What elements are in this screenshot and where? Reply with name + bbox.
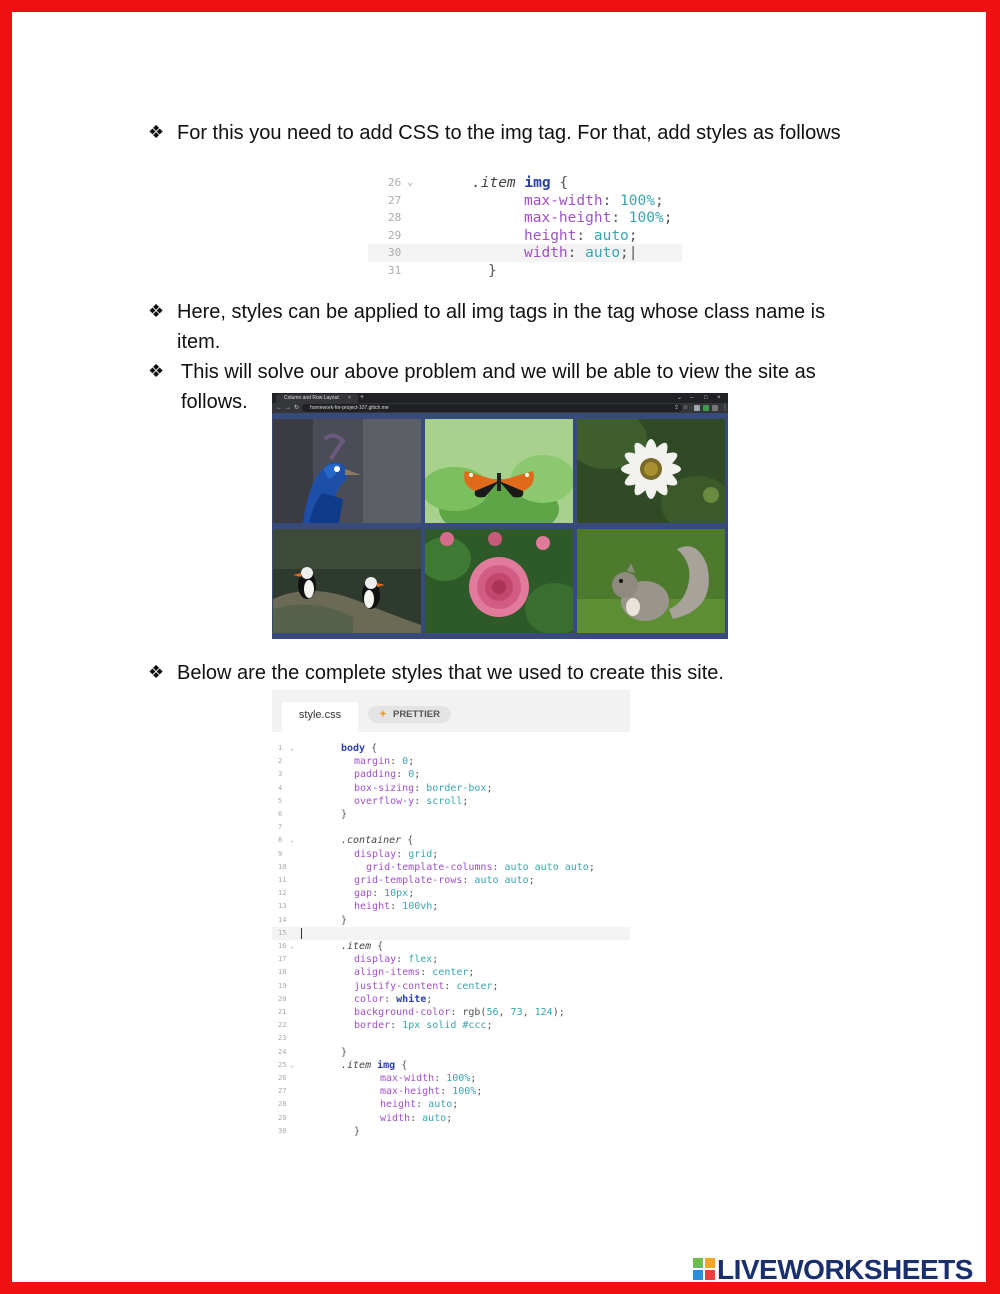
code-token: : — [440, 1086, 453, 1098]
extension-icon — [712, 405, 718, 411]
line-number: 19 — [278, 981, 287, 990]
code-text — [380, 1072, 476, 1085]
code-text — [354, 887, 414, 900]
line-number: 22 — [278, 1021, 287, 1030]
code-token: center — [456, 980, 493, 992]
code-line — [272, 1125, 630, 1138]
diamond-bullet-icon: ❖ — [148, 662, 165, 683]
code-token: grid-template-rows — [354, 875, 463, 886]
code-token: ; — [470, 1073, 477, 1084]
code-token: height — [380, 1099, 417, 1111]
code-token: { — [395, 1059, 408, 1071]
css-editor-screenshot — [272, 690, 630, 1142]
code-text — [380, 1085, 482, 1098]
code-token: width — [524, 245, 568, 261]
line-number: 20 — [278, 994, 287, 1003]
code-token: 100% — [446, 1073, 471, 1084]
code-token: display — [354, 848, 397, 860]
code-token: .item — [341, 1059, 372, 1071]
code-token: } — [354, 1125, 361, 1137]
code-text — [524, 227, 638, 245]
line-number: 31 — [388, 263, 402, 277]
line-number: 18 — [278, 968, 287, 977]
code-line — [368, 262, 682, 280]
code-token: 100% — [452, 1086, 477, 1098]
code-line — [272, 1046, 630, 1059]
tab-style-css — [282, 702, 358, 732]
code-text — [341, 742, 377, 755]
code-line — [272, 966, 630, 979]
browser-tab-strip — [272, 393, 728, 403]
code-token: margin — [354, 756, 391, 768]
code-line — [272, 900, 630, 913]
code-line — [272, 953, 630, 966]
code-token: : — [492, 861, 505, 873]
code-token: ; — [414, 769, 421, 781]
browser-tab — [276, 394, 358, 403]
code-token: 0 — [408, 769, 415, 781]
line-number: 15 — [278, 928, 287, 937]
code-line — [272, 848, 630, 861]
line-number: 9 — [278, 849, 283, 858]
reload-icon: ↻ — [294, 405, 300, 411]
code-line — [272, 1085, 630, 1098]
code-token: border-box — [426, 782, 487, 794]
browser-screenshot — [272, 393, 728, 639]
code-line — [272, 914, 630, 927]
code-line — [272, 980, 630, 993]
code-token: : — [611, 210, 629, 226]
code-line — [272, 808, 630, 821]
bullet-item-1 — [148, 118, 868, 148]
code-line — [272, 927, 630, 940]
fold-chevron-icon: ⌄ — [407, 177, 414, 188]
code-token: : — [384, 993, 397, 1005]
code-token: auto auto — [474, 875, 529, 886]
code-line — [272, 993, 630, 1006]
code-token: auto — [585, 245, 621, 261]
code-line — [272, 1098, 630, 1111]
code-token: ;| — [620, 245, 638, 261]
line-number: 3 — [278, 770, 283, 779]
line-number: 27 — [388, 193, 402, 207]
code-token: ; — [408, 756, 415, 768]
line-number: 30 — [278, 1126, 287, 1135]
line-number: 13 — [278, 902, 287, 911]
code-token: scroll — [426, 795, 463, 807]
code-token: : — [462, 875, 475, 886]
text-cursor — [301, 928, 302, 939]
code-text — [354, 874, 535, 887]
line-number: 5 — [278, 796, 283, 805]
butterfly-image — [425, 419, 573, 523]
code-token: border — [354, 1020, 391, 1032]
code-token: ; — [432, 848, 439, 860]
browser-toolbar — [272, 403, 728, 413]
line-number: 28 — [388, 211, 402, 224]
fold-chevron-icon: ⌄ — [290, 836, 295, 845]
fold-chevron-icon: ⌄ — [290, 942, 295, 950]
code-line — [272, 1019, 630, 1032]
code-token: : — [390, 901, 403, 913]
line-number: 26 — [388, 176, 402, 189]
code-line — [272, 874, 630, 887]
code-line — [272, 821, 630, 834]
code-token: img — [377, 1059, 396, 1071]
code-token: : — [396, 769, 409, 781]
code-token: color — [354, 993, 385, 1005]
code-text — [488, 262, 497, 280]
extension-icon — [694, 405, 700, 411]
code-token: ; — [588, 861, 595, 873]
code-token: auto — [593, 227, 629, 244]
code-token: 1px — [402, 1020, 421, 1032]
code-token: width — [380, 1112, 411, 1124]
puffins-image — [273, 529, 421, 633]
fold-chevron-icon: ⌄ — [290, 744, 295, 752]
code-token: { — [371, 941, 384, 952]
code-token: 10px — [384, 888, 409, 900]
code-token: { — [550, 175, 569, 191]
code-token: grid — [408, 848, 433, 860]
code-text — [354, 1006, 565, 1019]
code-snippet-item-img — [368, 168, 682, 280]
code-line — [368, 227, 682, 245]
grid-item-peacock — [273, 419, 421, 523]
line-number: 7 — [278, 823, 283, 832]
grid-item-squirrel — [577, 529, 725, 633]
code-token: ; — [486, 1020, 493, 1032]
fold-chevron-icon: ⌄ — [290, 1060, 295, 1069]
code-token: .container — [341, 835, 402, 847]
code-text — [380, 1098, 458, 1111]
code-line — [272, 1059, 630, 1072]
code-token: img — [524, 175, 551, 191]
line-number: 14 — [278, 915, 287, 924]
line-number: 2 — [278, 757, 283, 766]
liveworksheets-logo-text: LIVEWORKSHEETS — [717, 1254, 973, 1285]
line-number: 27 — [278, 1087, 287, 1096]
code-token: ; — [468, 967, 475, 979]
code-token: } — [488, 262, 497, 279]
code-token: auto — [428, 1099, 453, 1111]
code-token: , — [498, 1007, 511, 1018]
code-token: { — [365, 743, 378, 754]
line-number: 8 — [278, 836, 283, 845]
code-line — [272, 768, 630, 781]
code-token: center — [432, 967, 469, 979]
prettier-button — [368, 706, 451, 723]
code-token: box-sizing — [354, 782, 415, 794]
code-text — [354, 782, 493, 795]
code-token: : — [414, 782, 427, 794]
code-token: ; — [528, 875, 535, 886]
code-token: max-width — [524, 192, 603, 209]
code-text — [380, 1112, 452, 1125]
code-text — [354, 993, 432, 1006]
code-line — [272, 1072, 630, 1085]
line-number: 26 — [278, 1074, 287, 1082]
line-number: 24 — [278, 1047, 287, 1056]
code-line — [272, 834, 630, 847]
line-number: 25 — [278, 1060, 287, 1069]
code-token: , — [522, 1007, 535, 1018]
code-token: : — [372, 888, 385, 900]
code-token: ; — [432, 901, 439, 913]
code-token: max-height — [380, 1086, 441, 1098]
code-token: 100% — [620, 192, 655, 209]
tab-close-icon: × — [348, 395, 351, 401]
squirrel-image — [577, 529, 725, 633]
bullet-text-3: This will solve our above problem and we will be able to view the site as follows. — [181, 361, 816, 413]
code-token: : — [444, 980, 457, 992]
code-token: 73 — [510, 1007, 523, 1018]
code-token: 56 — [486, 1007, 499, 1018]
code-token: { — [401, 835, 414, 847]
sparkle-icon: ✦ — [379, 709, 387, 720]
code-text — [354, 953, 438, 966]
code-text — [354, 795, 468, 808]
code-text — [354, 966, 474, 979]
code-token: } — [341, 914, 348, 926]
code-line — [272, 1112, 630, 1125]
share-icon: ⇪ — [674, 405, 680, 411]
line-number: 17 — [278, 955, 287, 964]
code-line — [272, 742, 630, 755]
minimize-icon: – — [690, 395, 694, 401]
code-token: : — [390, 1020, 403, 1032]
code-token: ; — [446, 1112, 453, 1124]
code-token: ; — [486, 782, 493, 794]
code-token: ; — [628, 227, 638, 244]
line-number: 23 — [278, 1034, 287, 1043]
code-token: solid — [426, 1020, 457, 1032]
code-token: : — [396, 954, 409, 966]
code-token: } — [341, 1046, 348, 1058]
code-token: 100% — [628, 210, 664, 226]
code-token: 100vh — [402, 901, 433, 913]
line-number: 29 — [388, 228, 402, 242]
chevron-down-icon: ⌄ — [677, 395, 683, 401]
code-text — [524, 209, 672, 227]
bullet-text-1: For this you need to add CSS to the img tag. For that, add styles as follows — [177, 122, 841, 144]
line-number: 12 — [278, 889, 287, 898]
bullet-text-2: Here, styles can be applied to all img tags in the tag whose class name is item. — [177, 301, 826, 353]
code-token: ; — [462, 795, 469, 807]
code-text — [341, 808, 347, 821]
maximize-icon: □ — [704, 395, 708, 401]
code-token: : — [602, 192, 621, 209]
code-text — [354, 848, 438, 861]
code-line — [272, 940, 630, 953]
grid-item-butterfly — [425, 419, 573, 523]
code-token: ; — [476, 1086, 483, 1098]
code-line — [368, 192, 682, 210]
code-token: height — [524, 227, 577, 244]
line-number: 1 — [278, 744, 283, 752]
code-line — [272, 861, 630, 874]
new-tab-icon: + — [360, 394, 365, 401]
code-text — [354, 861, 595, 874]
code-token: flex — [408, 954, 433, 966]
code-token: ); — [552, 1007, 565, 1018]
code-text — [341, 1046, 347, 1059]
code-token: : — [396, 848, 409, 860]
line-number: 30 — [388, 246, 402, 259]
code-line — [272, 1032, 630, 1045]
code-token: : — [414, 795, 427, 807]
code-token: : rgb( — [450, 1007, 487, 1018]
code-token: 124 — [534, 1007, 553, 1018]
image-grid — [272, 413, 728, 639]
bullet-text-4: Below are the complete styles that we used to create this site. — [177, 662, 724, 684]
code-token: ; — [452, 1099, 459, 1111]
address-bar — [302, 404, 682, 412]
code-token: : — [390, 756, 403, 768]
code-text — [354, 755, 414, 768]
code-token: grid-template-columns — [354, 861, 493, 873]
back-icon: ← — [276, 405, 282, 411]
code-token: max-width — [380, 1073, 435, 1084]
diamond-bullet-icon: ❖ — [148, 361, 165, 382]
line-number: 29 — [278, 1113, 287, 1122]
code-token: .item — [472, 175, 516, 191]
grid-item-daisy — [577, 419, 725, 523]
liveworksheets-logo-icon — [693, 1258, 715, 1280]
code-line — [368, 209, 682, 227]
code-token: ; — [654, 192, 664, 209]
code-token: overflow-y — [354, 795, 415, 807]
code-token: background-color — [354, 1007, 451, 1018]
code-token: : — [576, 227, 594, 244]
code-text — [524, 192, 664, 210]
code-line — [272, 755, 630, 768]
menu-dots-icon: ⋮ — [722, 405, 728, 411]
line-number: 28 — [278, 1100, 287, 1109]
code-token: max-height — [524, 210, 612, 226]
code-token: ; — [492, 980, 499, 992]
code-text — [341, 834, 413, 847]
code-token: 0 — [402, 756, 409, 768]
editor-header — [272, 690, 630, 732]
code-token: : — [416, 1099, 429, 1111]
code-token: : — [567, 245, 586, 261]
code-text — [354, 1125, 360, 1138]
diamond-bullet-icon: ❖ — [148, 122, 165, 143]
bookmark-star-icon: ☆ — [683, 405, 689, 411]
code-text — [341, 1059, 407, 1072]
address-bar-url: homework-for-project-107.glitch.me — [310, 405, 389, 411]
code-token: } — [341, 809, 348, 820]
code-text — [354, 768, 420, 781]
line-number: 6 — [278, 810, 283, 818]
code-line — [368, 174, 682, 192]
bullet-item-4 — [148, 658, 868, 688]
code-line — [272, 887, 630, 900]
code-token: justify-content — [354, 980, 445, 992]
code-token: : — [434, 1073, 447, 1084]
code-token: : — [420, 967, 433, 979]
code-text — [341, 914, 347, 927]
code-token: display — [354, 954, 397, 966]
code-token: gap — [354, 888, 373, 900]
code-line — [368, 244, 682, 262]
peacock-image — [273, 419, 421, 523]
code-line — [272, 1006, 630, 1019]
code-token: white — [396, 993, 427, 1005]
bullet-item-2 — [148, 297, 868, 357]
code-token: auto — [422, 1112, 447, 1124]
prettier-label: PRETTIER — [392, 709, 440, 720]
profile-icon — [703, 405, 709, 411]
code-text — [354, 1019, 493, 1032]
browser-tab-title: Column and Row Layout — [284, 395, 339, 401]
line-number: 16 — [278, 942, 287, 950]
code-token: #ccc — [462, 1020, 487, 1032]
code-token: ; — [663, 210, 673, 226]
code-token: : — [410, 1112, 423, 1124]
code-token: .item — [341, 941, 372, 952]
line-number: 10 — [278, 862, 287, 871]
code-line — [272, 782, 630, 795]
line-number: 4 — [278, 783, 283, 792]
close-window-icon: × — [717, 395, 721, 401]
code-token: align-items — [354, 967, 421, 979]
line-number: 11 — [278, 876, 287, 884]
line-number: 21 — [278, 1008, 287, 1016]
code-token: ; — [408, 888, 415, 900]
code-text — [472, 174, 568, 192]
code-text — [524, 244, 638, 262]
code-token: ; — [426, 993, 433, 1005]
code-token: auto auto auto — [504, 861, 589, 873]
tab-style-css-label: style.css — [298, 709, 342, 721]
code-token: height — [354, 901, 391, 913]
code-token: body — [341, 743, 366, 754]
code-text — [341, 940, 383, 953]
grid-item-puffins — [273, 529, 421, 633]
diamond-bullet-icon: ❖ — [148, 301, 165, 322]
code-line — [272, 795, 630, 808]
code-token: ; — [432, 954, 439, 966]
code-text — [354, 980, 499, 993]
grid-item-rose — [425, 529, 573, 633]
code-token: padding — [354, 769, 397, 781]
code-text — [354, 900, 438, 913]
forward-icon: → — [285, 405, 291, 411]
daisy-image — [577, 419, 725, 523]
rose-image — [425, 529, 573, 633]
